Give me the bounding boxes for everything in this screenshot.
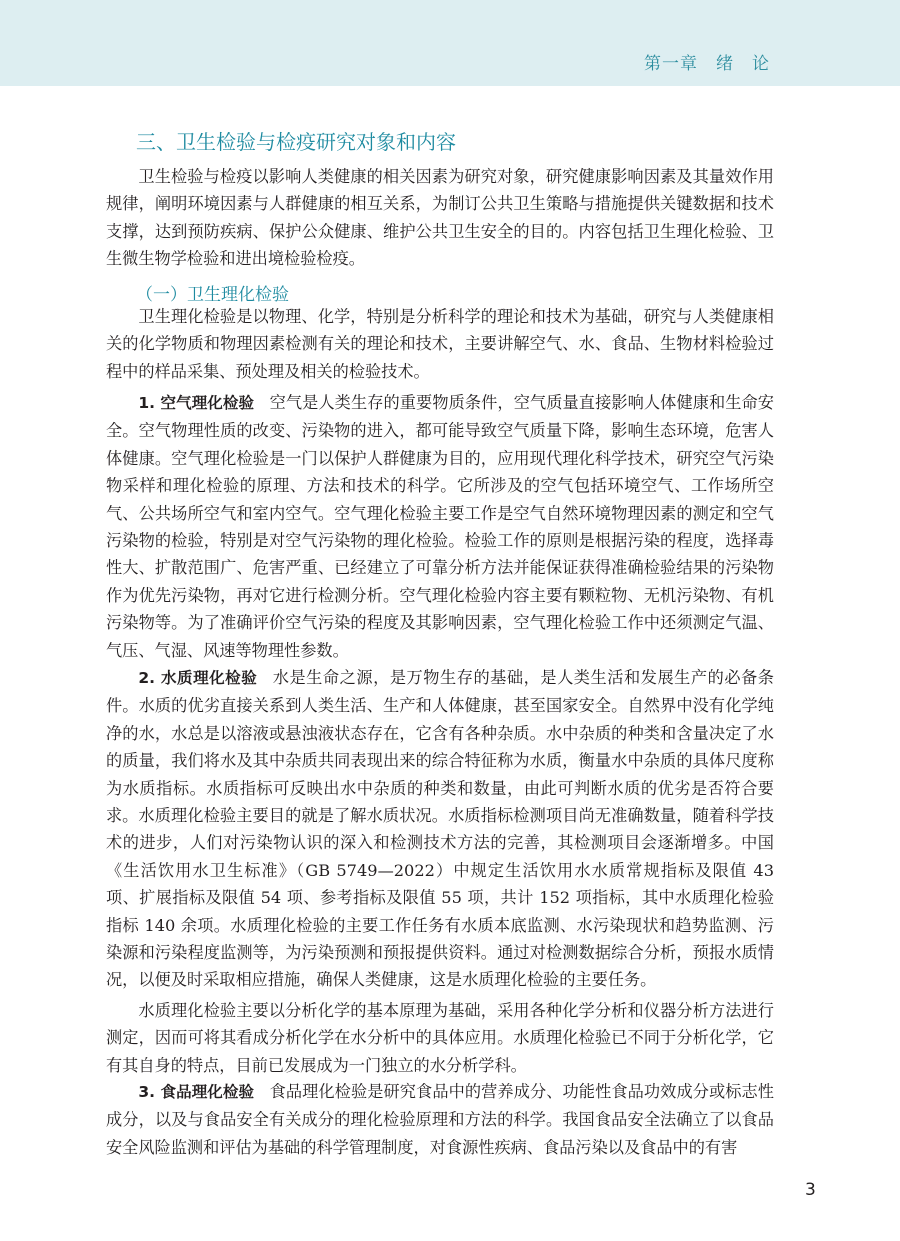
water-inspection-text-3: 水质理化检验主要以分析化学的基本原理为基础，采用各种化学分析和仪器分析方法进行测定，因而可将其看成分析化学在水分析中的具体应用。水质理化检验已不同于分析化学，它有其自身的特点，目前已发展成为一门独立的水分析学科。 (106, 1001, 774, 1075)
air-inspection-text: 空气是人类生存的重要物质条件，空气质量直接影响人体健康和生命安全。空气物理性质的改变、污染物的进入，都可能导致空气质量下降，影响生态环境，危害人体健康。空气理化检验是一门以保护人群健康为目的，应用现代理化科学技术，研究空气污染物采样和理化检验的原理、方法和技术的科学。它所涉及的空气包括环境空气、工作场所空气、公共场所空气和室内空气。空气理化检验主要工作是空气自然环境物理因素的测定和空气污染物的检验，特别是对空气污染物的理化检验。检验工作的原则是根据污染的程度，选择毒性大、扩散范围广、危害严重、已经建立了可靠分析方法并能保证获得准确检验结果的污染物作为优先污染物，再对它进行检测分析。空气理化检验内容主要有颗粒物、无机污染物、有机污染物等。为了准确评价空气污染的程度及其影响因素，空气理化检验工作中还须测定气温、气压、气湿、风速等物理性参数。 (106, 393, 774, 660)
page-header-band (0, 0, 900, 86)
section-intro-text: 卫生检验与检疫以影响人类健康的相关因素为研究对象，研究健康影响因素及其量效作用规律，阐明环境因素与人群健康的相互关系，为制订公共卫生策略与措施提供关键数据和技术支撑，达到预防疾病、保护公众健康、维护公共卫生安全的目的。内容包括卫生理化检验、卫生微生物学检验和进出境检验检疫。 (106, 167, 774, 269)
page-number: 3 (805, 1180, 816, 1200)
air-inspection-label: 1. 空气理化检验 (138, 394, 255, 412)
water-inspection-text: 水是生命之源，是万物生存的基础，是人类生活和发展生产的必备条件。水质的优劣直接关系到人类生活、生产和人体健康，甚至国家安全。自然界中没有化学纯净的水，水总是以溶液或悬浊液状态存在，它含有各种杂质。水中杂质的种类和含量决定了水的质量，我们将水及其中杂质共同表现出来的综合特征称为水质，衡量水中杂质的具体尺度称为水质指标。水质指标可反映出水中杂质的种类和数量，由此可判断水质的优劣是否符合要求。 (106, 668, 774, 826)
section-heading: 三、卫生检验与检疫研究对象和内容 (136, 130, 456, 154)
water-inspection-text-2: 水质理化检验主要目的就是了解水质状况。水质指标检测项目尚无准确数量，随着科学技术的进步，人们对污染物认识的深入和检测技术方法的完善，其检测项目会逐渐增多。中国《生活饮用水卫生标准》（GB 5749—2022）中规定生活饮用水水质常规指标及限值 43 项、扩展指标及限值 54 项、参考指标及限值 55 项，共计 152 项指标，其中水质理化检验指标 140 余项。水质理化检验的主要工作任务有水质本底监测、水污染现状和趋势监测、污染源和污染程度监测等，为污染预测和预报提供资料。通过对检测数据综合分析，预报水质情况，以便及时采取相应措施，确保人类健康，这是水质理化检验的主要任务。 (106, 806, 774, 990)
food-inspection-label: 3. 食品理化检验 (138, 1083, 255, 1101)
subsection-heading: （一）卫生理化检验 (136, 285, 289, 305)
air-inspection-paragraph (106, 389, 774, 664)
section-intro-paragraph (106, 163, 774, 273)
food-inspection-text: 食品理化检验是研究食品中的营养成分、功能性食品功效成分或标志性成分，以及与食品安全有关成分的理化检验原理和方法的科学。我国食品安全法确立了以食品安全风险监测和评估为基础的科学管理制度，对食源性疾病、食品污染以及食品中的有害 (106, 1082, 774, 1157)
subsection-intro-paragraph (106, 303, 774, 385)
subsection-intro-text: 卫生理化检验是以物理、化学，特别是分析科学的理论和技术为基础，研究与人类健康相关的化学物质和物理因素检测有关的理论和技术，主要讲解空气、水、食品、生物材料检验过程中的样品采集、预处理及相关的检验技术。 (106, 307, 774, 381)
chapter-running-title: 第一章 绪 论 (644, 54, 770, 74)
water-inspection-label: 2. 水质理化检验 (138, 669, 258, 687)
water-inspection-paragraph-2 (106, 802, 774, 994)
water-inspection-paragraph-3 (106, 997, 774, 1079)
food-inspection-paragraph (106, 1078, 774, 1161)
